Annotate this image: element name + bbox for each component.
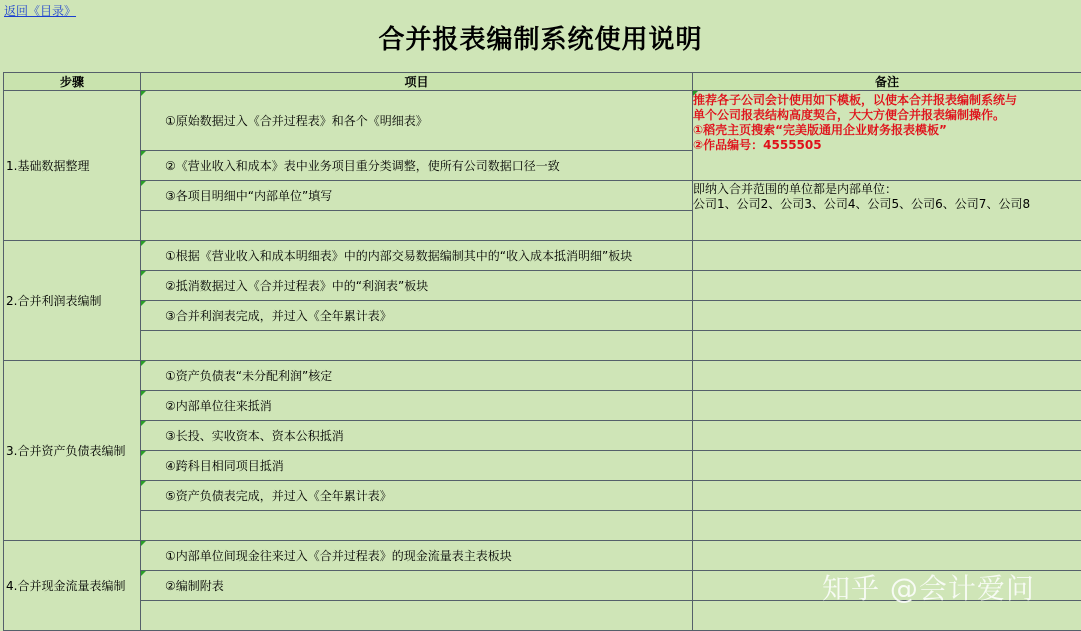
note-red-line: ①稻壳主页搜索“完美版通用企业财务报表模板” <box>693 123 947 137</box>
header-note[interactable]: 备注 <box>693 73 1081 91</box>
item-cell[interactable] <box>141 331 693 361</box>
step-cell-4[interactable]: 4.合并现金流量表编制 <box>4 541 141 631</box>
item-cell[interactable]: ②抵消数据过入《合并过程表》中的“利润表”板块 <box>141 271 693 301</box>
table-row <box>4 301 1081 331</box>
table-row <box>4 91 1081 151</box>
note-cell[interactable] <box>693 541 1081 571</box>
item-cell[interactable]: ③长投、实收资本、资本公积抵消 <box>141 421 693 451</box>
item-cell[interactable] <box>141 211 693 241</box>
note-recommend-template[interactable] <box>693 91 1081 181</box>
item-cell[interactable]: ①根据《营业收入和成本明细表》中的内部交易数据编制其中的“收入成本抵消明细”板块 <box>141 241 693 271</box>
note-cell[interactable] <box>693 391 1081 421</box>
item-cell[interactable]: ③合并利润表完成，并过入《全年累计表》 <box>141 301 693 331</box>
item-cell[interactable]: ②编制附表 <box>141 571 693 601</box>
note-red-line: 单个公司报表结构高度契合，大大方便合并报表编制操作。 <box>693 108 1006 122</box>
item-cell[interactable] <box>141 511 693 541</box>
item-cell[interactable] <box>141 601 693 631</box>
table-row <box>4 391 1081 421</box>
table-row <box>4 361 1081 391</box>
item-cell[interactable]: ②内部单位往来抵消 <box>141 391 693 421</box>
item-cell[interactable]: ①原始数据过入《合并过程表》和各个《明细表》 <box>141 91 693 151</box>
step-cell-3[interactable]: 3.合并资产负债表编制 <box>4 361 141 541</box>
item-cell[interactable]: ③各项目明细中“内部单位”填写 <box>141 181 693 211</box>
step-cell-2[interactable]: 2.合并利润表编制 <box>4 241 141 361</box>
note-cell[interactable] <box>693 271 1081 301</box>
header-step[interactable]: 步骤 <box>4 73 141 91</box>
note-cell[interactable] <box>693 451 1081 481</box>
table-row <box>4 271 1081 301</box>
instructions-table <box>3 72 1081 631</box>
item-cell[interactable]: ①内部单位间现金往来过入《合并过程表》的现金流量表主表板块 <box>141 541 693 571</box>
table-row <box>4 481 1081 511</box>
note-cell[interactable] <box>693 511 1081 541</box>
table-row <box>4 541 1081 571</box>
page-title: 合并报表编制系统使用说明 <box>378 25 703 55</box>
note-black-line: 公司1、公司2、公司3、公司4、公司5、公司6、公司7、公司8 <box>693 197 1031 211</box>
item-cell[interactable]: ②《营业收入和成本》表中业务项目重分类调整，使所有公司数据口径一致 <box>141 151 693 181</box>
header-row <box>4 73 1081 91</box>
step-cell-1[interactable]: 1.基础数据整理 <box>4 91 141 241</box>
table-row <box>4 331 1081 361</box>
note-cell[interactable] <box>693 421 1081 451</box>
note-cell[interactable] <box>693 481 1081 511</box>
table-row <box>4 241 1081 271</box>
note-red-line: ②作品编号：4555505 <box>693 138 822 152</box>
table-row <box>4 511 1081 541</box>
note-internal-units[interactable] <box>693 181 1081 241</box>
item-cell[interactable]: ④跨科目相同项目抵消 <box>141 451 693 481</box>
note-cell[interactable] <box>693 361 1081 391</box>
note-cell[interactable] <box>693 301 1081 331</box>
note-cell[interactable] <box>693 241 1081 271</box>
table-row <box>4 181 1081 211</box>
table-row <box>4 421 1081 451</box>
header-item[interactable]: 项目 <box>141 73 693 91</box>
note-cell[interactable] <box>693 331 1081 361</box>
note-black-line: 即纳入合并范围的单位都是内部单位： <box>693 182 898 196</box>
note-red-line: 推荐各子公司会计使用如下模板，以使本合并报表编制系统与 <box>693 93 1018 107</box>
item-cell[interactable]: ①资产负债表“未分配利润”核定 <box>141 361 693 391</box>
table-row <box>4 451 1081 481</box>
item-cell[interactable]: ⑤资产负债表完成，并过入《全年累计表》 <box>141 481 693 511</box>
back-to-catalog-link[interactable]: 返回《目录》 <box>4 4 77 18</box>
zhihu-watermark: 知乎 @会计爱问 <box>822 572 1035 605</box>
